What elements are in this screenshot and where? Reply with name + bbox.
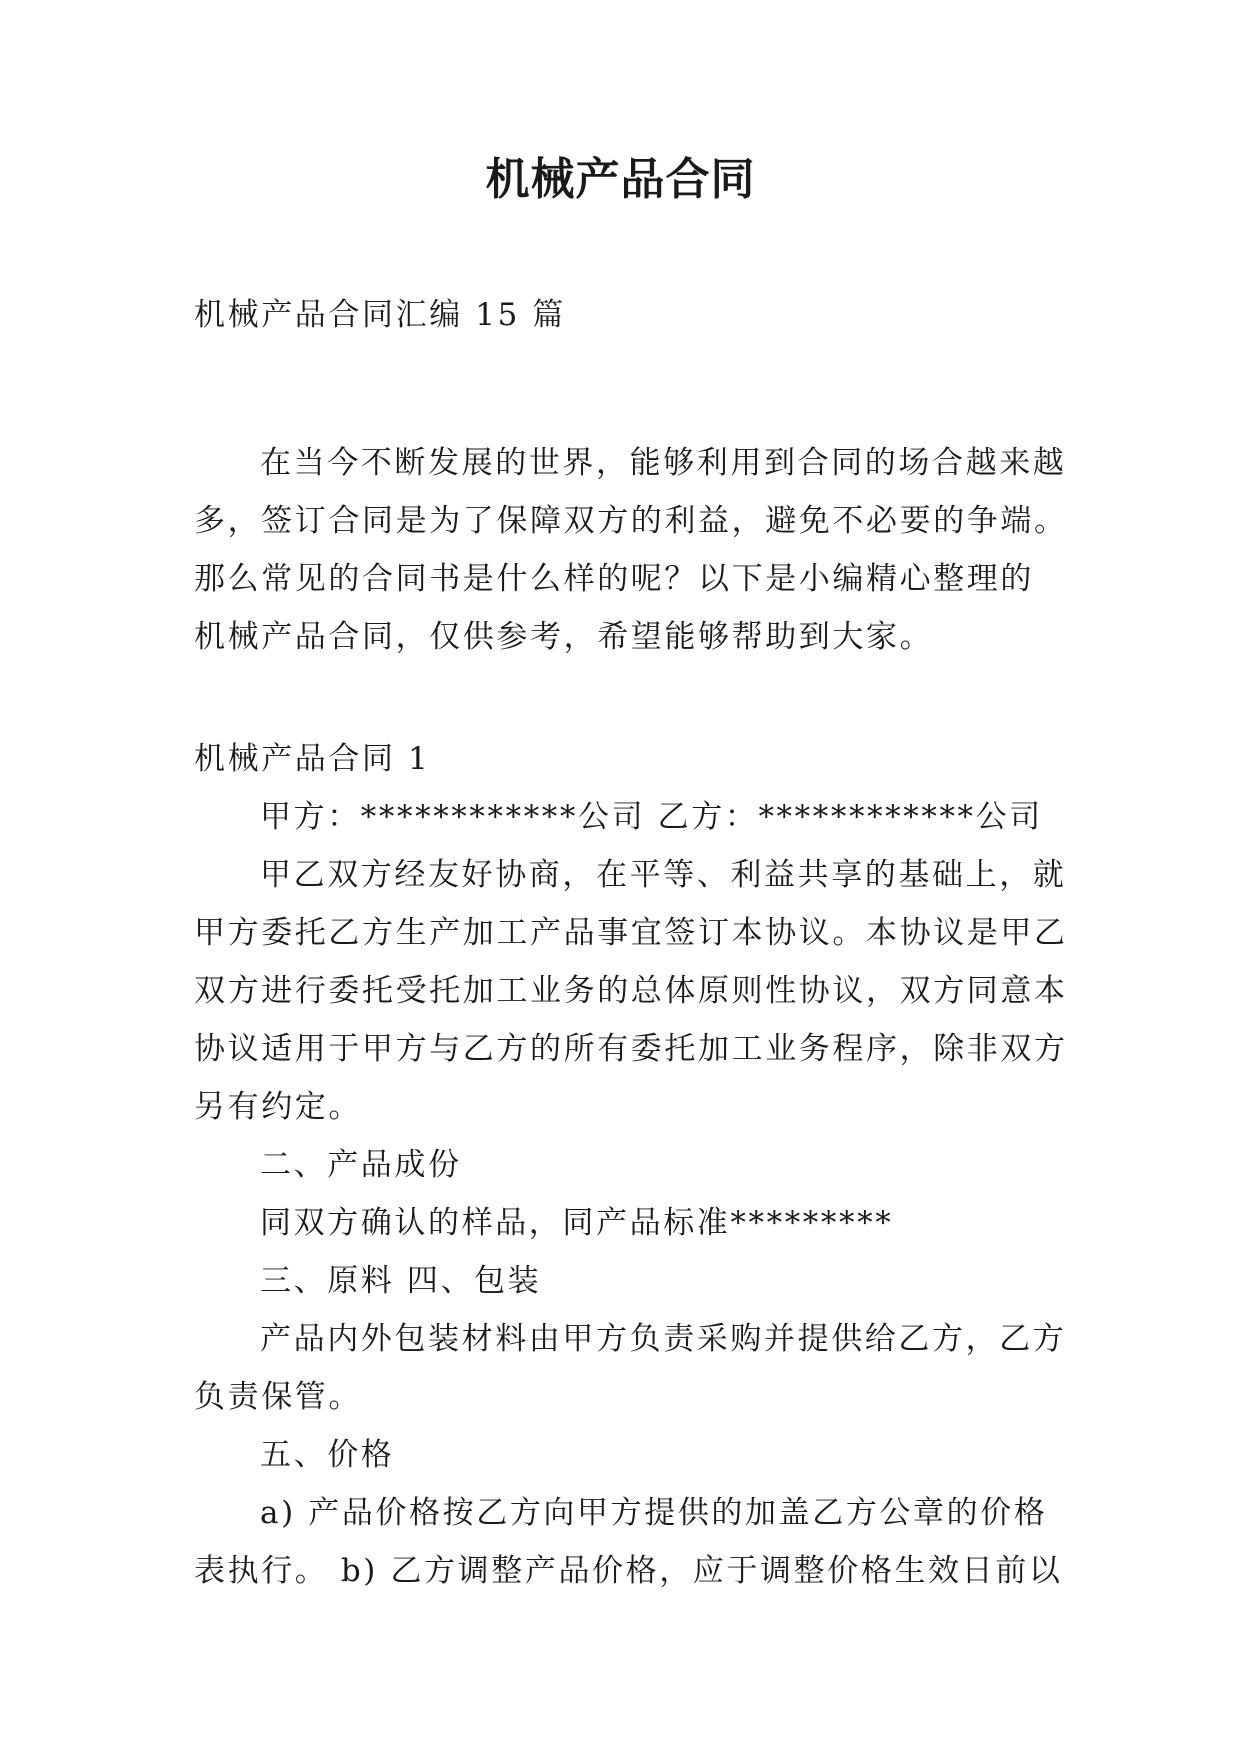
packaging-paragraph xyxy=(194,1310,1067,1426)
document-body xyxy=(194,286,1068,1600)
intro-line: 在当今不断发展的世界，能够利用到合同的场合越来越 xyxy=(260,445,1067,481)
agreement-line: 双方进行委托受托加工业务的总体原则性协议，双方同意本 xyxy=(194,973,1068,1009)
intro-line: 那么常见的合同书是什么样的呢？以下是小编精心整理的 xyxy=(194,561,1034,597)
clause-heading: 二、产品成份 xyxy=(260,1147,462,1183)
intro-paragraph xyxy=(194,434,1068,666)
agreement-paragraph xyxy=(194,846,1068,1136)
agreement-line: 协议适用于甲方与乙方的所有委托加工业务程序，除非双方 xyxy=(194,1031,1068,1067)
clause-heading: 三、原料 四、包装 xyxy=(260,1263,542,1299)
parties-line: 甲方：************公司 乙方：************公司 xyxy=(260,799,1043,835)
price-paragraph xyxy=(194,1484,1064,1600)
agreement-line: 甲乙双方经友好协商，在平等、利益共享的基础上，就 xyxy=(260,857,1067,893)
clause-text: 同双方确认的样品，同产品标准********* xyxy=(260,1205,894,1241)
intro-line: 多，签订合同是为了保障双方的利益，避免不必要的争端。 xyxy=(194,503,1068,539)
agreement-line: 甲方委托乙方生产加工产品事宜签订本协议。本协议是甲乙 xyxy=(194,915,1068,951)
clause-text: 产品内外包装材料由甲方负责采购并提供给乙方，乙方 xyxy=(260,1321,1067,1357)
clause-text: a) 产品价格按乙方向甲方提供的加盖乙方公章的价格 xyxy=(260,1495,1048,1531)
clause-text: 负责保管。 xyxy=(194,1379,362,1415)
document-title: 机械产品合同 xyxy=(485,154,756,205)
agreement-line: 另有约定。 xyxy=(194,1089,362,1125)
subtitle: 机械产品合同汇编 15 篇 xyxy=(194,297,566,333)
clause-heading: 五、价格 xyxy=(260,1437,395,1473)
section-heading: 机械产品合同 1 xyxy=(194,741,431,777)
intro-line: 机械产品合同，仅供参考，希望能够帮助到大家。 xyxy=(194,619,934,655)
clause-text: 表执行。 b) 乙方调整产品价格，应于调整价格生效日前以 xyxy=(194,1553,1063,1589)
